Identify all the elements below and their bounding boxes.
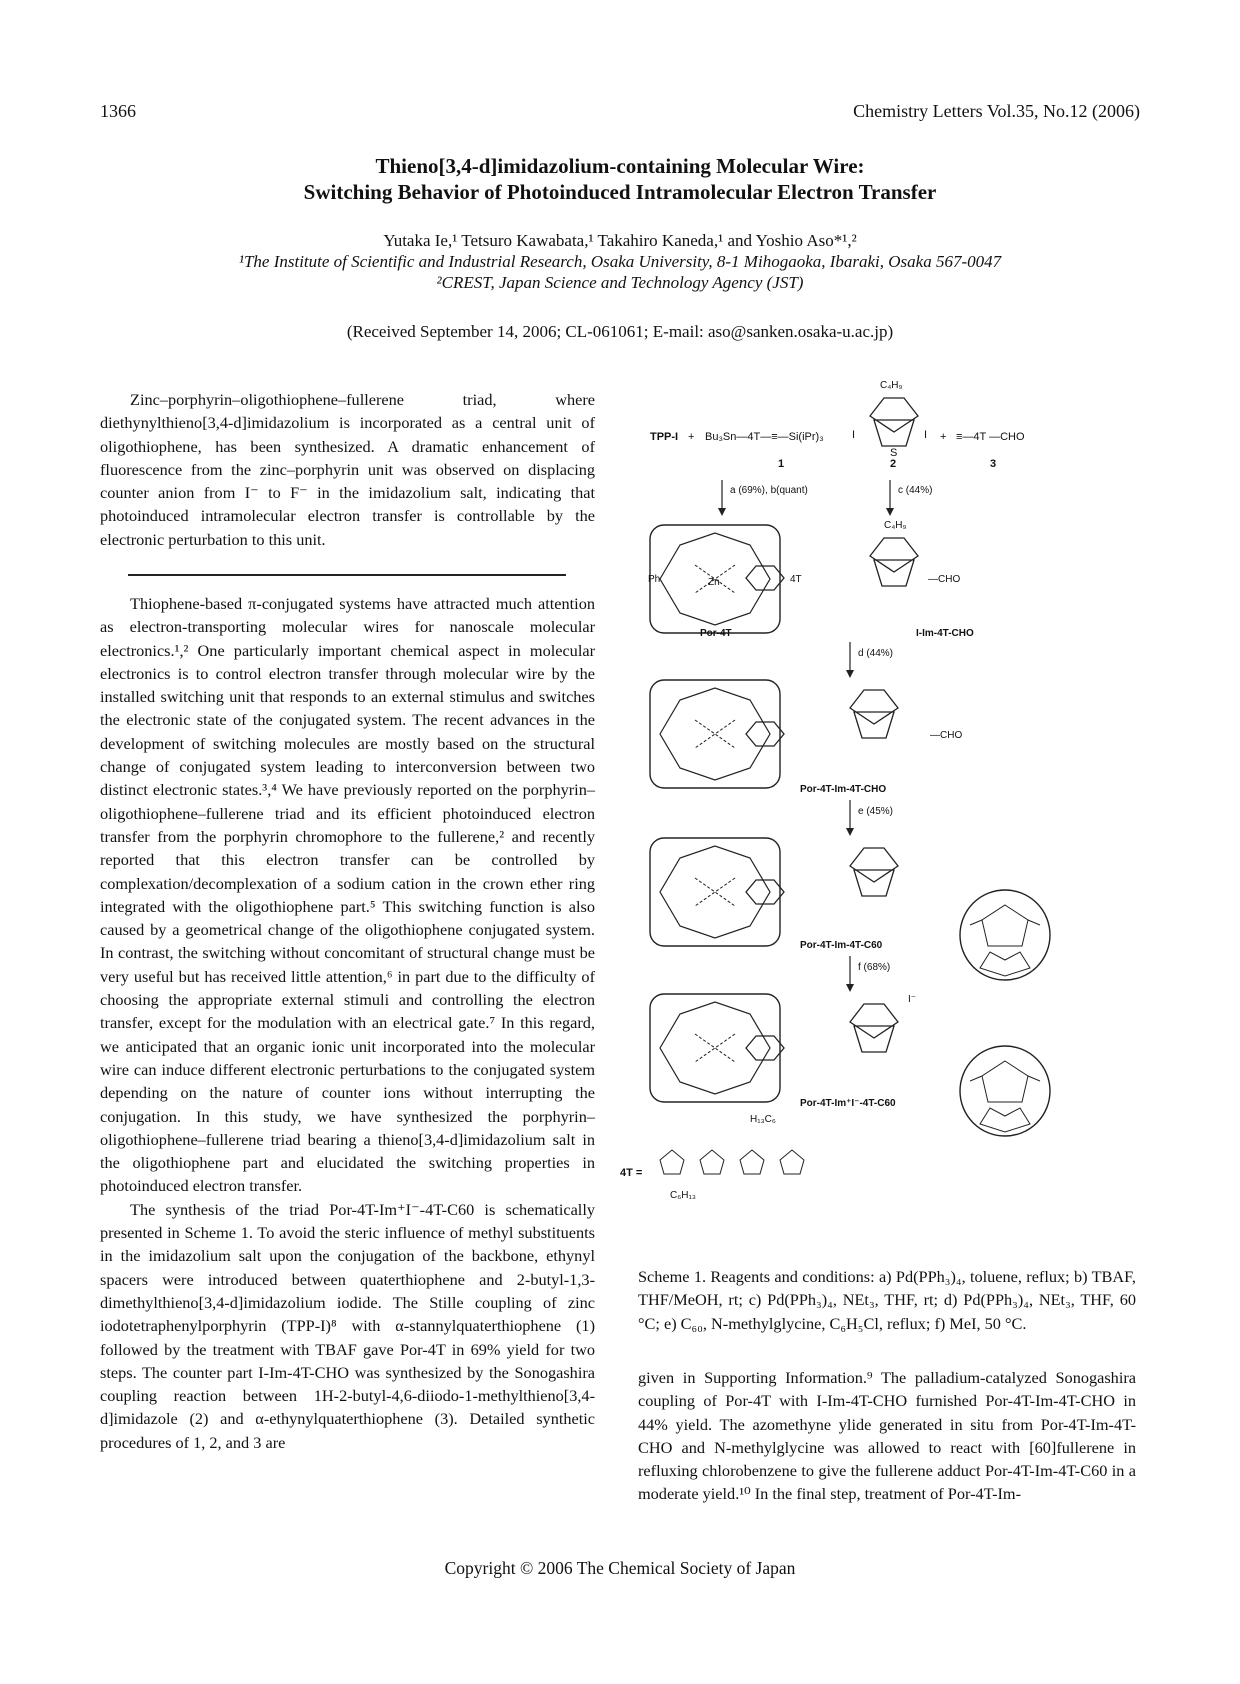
right-column-body bbox=[638, 1366, 1136, 1506]
iim-cho: —CHO bbox=[928, 574, 961, 585]
imidazole-structure-2 bbox=[870, 398, 918, 446]
copyright-footer: Copyright © 2006 The Chemical Society of Japan bbox=[444, 1558, 796, 1578]
paragraph-right: given in Supporting Information.⁹ The palladium-catalyzed Sonogashira coupling of Por-4T with I-Im-4T-CHO furnished Por-4T-Im-4T-CHO in 44% yield. The azomethyne ylide generated in situ from Por-4T-Im-4T-CHO and N-methylglycine was allowed to react with [60]fullerene in refluxing chlorobenzene to give the fullerene adduct Por-4T-Im-4T-C60 in a moderate yield.¹⁰ In the final step, treatment of Por-4T-Im- bbox=[638, 1368, 1136, 1504]
imidazole-structure-p3 bbox=[850, 848, 898, 896]
step-f-label: f (68%) bbox=[858, 962, 891, 973]
thiophene-3 bbox=[740, 1150, 764, 1174]
left-column-body bbox=[100, 592, 595, 1454]
thiophene-1 bbox=[660, 1150, 684, 1174]
p4-label: Por-4T-Im⁺I⁻-4T-C60 bbox=[800, 1098, 896, 1109]
fullerene-c60-1 bbox=[960, 890, 1050, 980]
c4h9-label-2: C₄H₉ bbox=[884, 520, 907, 531]
stannyl-reagent: Bu₃Sn—4T—≡—Si(iPr)₃ bbox=[705, 431, 824, 443]
imidazole-structure-iim bbox=[870, 538, 918, 586]
affiliation-2: ²CREST, Japan Science and Technology Agency (JST) bbox=[436, 273, 804, 292]
compound-3-label: 3 bbox=[990, 458, 997, 470]
paragraph-1: Thiophene-based π-conjugated systems have attracted much attention as electron-transporting molecular wires for nanoscale molecular electronics.¹,² One particularly important chemical aspect in molecular electronics is to control electron transfer through molecular wire by the installed switching unit that responds to an external stimulus and switches the electronic state of the conjugated system. The recent advances in the development of switching molecules are mostly based on the structural change of conjugated system leading to interconversion between two distinct electronic states.³,⁴ We have previously reported on the porphyrin–oligothiophene–fullerene triad and its efficient photoinduced electron transfer from the porphyrin chromophore to the fullerene,² and recently reported that this electron transfer can be controlled by complexation/decomplexation of a sodium cation in the crown ether ring integrated with the oligothiophene part.⁵ This switching function is also caused by a geometrical change of the oligothiophene conjugated system. In contrast, the switching without concomitant of structural change must be very useful but has received little attention,⁶ in part due to the difficulty of choosing the appropriate external stimuli and controlling the electron transfer, except for the modulation with an electrical gate.⁷ In this regard, we anticipated that an organic ionic unit incorporated into the molecular wire can induce different electronic perturbations to the conjugated system depending on the nature of counter ions without interrupting the conjugation. In this study, we have synthesized the porphyrin–oligothiophene–fullerene triad bearing a thieno[3,4-d]imidazolium salt in the oligothiophene part and elucidated the switching properties in photoinduced electron transfer. bbox=[100, 594, 595, 1196]
compound-2-label: 2 bbox=[890, 458, 897, 470]
iodo-left: I bbox=[852, 429, 856, 441]
abstract-text: Zinc–porphyrin–oligothiophene–fullerene triad, where diethynylthieno[3,4-d]imidazolium is incorporated as a central unit of oligothiophene, has been synthesized. A dramatic enhancement of fluorescence from the zinc–porphyrin unit was observed on displacing counter anion from I⁻ to F⁻ in the imidazolium salt, indicating that photoinduced intramolecular electron transfer is controllable by the electronic perturbation to this unit. bbox=[100, 390, 595, 549]
h13c6-label: H₁₃C₆ bbox=[750, 1114, 776, 1125]
step-ab-label: a (69%), b(quant) bbox=[730, 485, 808, 496]
imidazolium-structure-p4 bbox=[850, 1004, 898, 1052]
por4t-label: Por-4T bbox=[700, 628, 732, 639]
fullerene-c60-2 bbox=[960, 1046, 1050, 1136]
step-c-label: c (44%) bbox=[898, 485, 933, 496]
porphyrin-p3 bbox=[650, 838, 780, 946]
ph-left-1: Ph bbox=[648, 574, 661, 585]
author-block bbox=[0, 230, 1240, 293]
p3-label: Por-4T-Im-4T-C60 bbox=[800, 940, 883, 951]
title-line-1: Thieno[3,4-d]imidazolium-containing Molecular Wire: bbox=[375, 154, 865, 178]
porphyrin-p2 bbox=[650, 680, 780, 788]
p2-label: Por-4T-Im-4T-CHO bbox=[800, 784, 887, 795]
c6h13-label: C₆H₁₃ bbox=[670, 1190, 696, 1201]
scheme-1-figure bbox=[620, 380, 1140, 1260]
zn-label-1: Zn bbox=[708, 577, 720, 588]
caption-text: Scheme 1. Reagents and conditions: a) Pd(PPh₃)₄, toluene, reflux; b) TBAF, THF/MeOH, rt; c) Pd(PPh₃)₄, NEt₃, THF, rt; d) Pd(PPh₃)₄, NEt₃, THF, 60 °C; e) C₆₀, N-methylglycine, C₆H₅Cl, reflux; f) MeI, 50 °C. bbox=[638, 1267, 1136, 1333]
ethynyl-4t-cho: ≡—4T —CHO bbox=[956, 431, 1025, 443]
title-line-2: Switching Behavior of Photoinduced Intramolecular Electron Transfer bbox=[303, 180, 937, 204]
iodo-right: I bbox=[924, 429, 928, 441]
porphyrin-p4 bbox=[650, 994, 780, 1102]
abstract-divider bbox=[128, 574, 566, 576]
fourt-definition-label: 4T = bbox=[620, 1167, 643, 1179]
sulfur-2: S bbox=[890, 447, 898, 459]
c4h9-label-1: C₄H₉ bbox=[880, 380, 903, 391]
iim-label: I-Im-4T-CHO bbox=[916, 628, 974, 639]
step-d-label: d (44%) bbox=[858, 648, 894, 659]
thiophene-2 bbox=[700, 1150, 724, 1174]
tpp-label: TPP-I bbox=[650, 431, 679, 443]
scheme-caption bbox=[638, 1265, 1136, 1335]
article-title bbox=[0, 153, 1240, 205]
journal-header: Chemistry Letters Vol.35, No.12 (2006) bbox=[853, 101, 1140, 121]
imidazole-structure-p2 bbox=[850, 690, 898, 738]
fourt-label-1: 4T bbox=[790, 574, 802, 585]
abstract bbox=[100, 388, 595, 551]
thiophene-4 bbox=[780, 1150, 804, 1174]
iodide-counterion: I⁻ bbox=[908, 994, 917, 1005]
page-number: 1366 bbox=[100, 101, 136, 121]
received-line: (Received September 14, 2006; CL-061061; E-mail: aso@sanken.osaka-u.ac.jp) bbox=[346, 322, 894, 341]
authors: Yutaka Ie,¹ Tetsuro Kawabata,¹ Takahiro Kaneda,¹ and Yoshio Aso*¹,² bbox=[383, 231, 857, 250]
compound-1-label: 1 bbox=[778, 458, 785, 470]
step-e-label: e (45%) bbox=[858, 806, 894, 817]
plus-sign-2: + bbox=[940, 431, 947, 443]
p2-cho: —CHO bbox=[930, 730, 963, 741]
plus-sign-1: + bbox=[688, 431, 695, 443]
affiliation-1: ¹The Institute of Scientific and Industrial Research, Osaka University, 8-1 Mihogaoka, Ibaraki, Osaka 567-0047 bbox=[238, 252, 1002, 271]
paragraph-2: The synthesis of the triad Por-4T-Im⁺I⁻-4T-C60 is schematically presented in Scheme 1. To avoid the steric influence of methyl substituents in the imidazolium salt upon the conjugation of the backbone, ethynyl spacers were introduced between quaterthiophene and 2-butyl-1,3-dimethylthieno[3,4-d]imidazolium iodide. The Stille coupling of zinc iodotetraphenylporphyrin (TPP-I)⁸ with α-stannylquaterthiophene (1) followed by the treatment with TBAF gave Por-4T in 69% yield for two steps. The counter part I-Im-4T-CHO was synthesized by the Sonogashira coupling reaction between 1H-2-butyl-4,6-diiodo-1-methylthieno[3,4-d]imidazole (2) and α-ethynylquaterthiophene (3). Detailed synthetic procedures of 1, 2, and 3 are bbox=[100, 1199, 595, 1452]
